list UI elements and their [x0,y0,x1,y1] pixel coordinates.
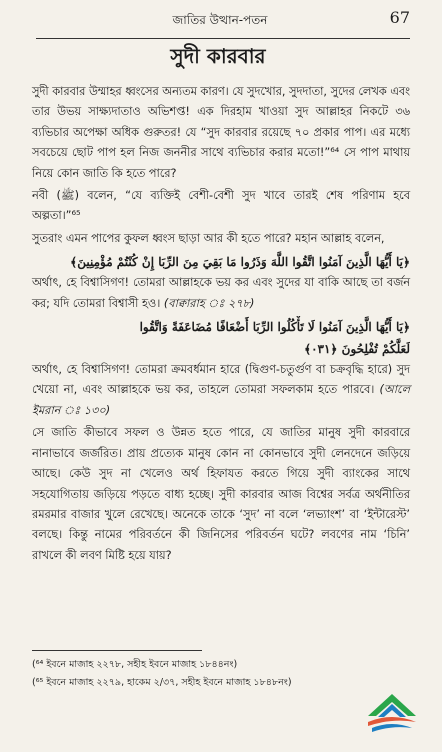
paragraph: সে জাতি কীভাবে সফল ও উন্নত হতে পারে, যে জাতির মানুষ সুদী কারবারে নানাভাবে জর্জরিত। প্রায় প্রত্যেক মানুষ কোন না কোনভাবে সুদী লেনদেনে জড়িয়ে আছে। কেউ সুদ না খেলেও অর্থ হিফাযত করতে গিয়ে সুদী ব্যাংকের সাথে সহযোগিতায় জড়িয়ে পড়তে বাধ্য হচ্ছে। সুদী কারবার আজ বিশ্বের সর্বত্র অর্থনীতির রমরমার বাজার খুলে রেখেছে। অনেকে তাকে ‘সুদ’ না বলে ‘লভ্যাংশ’ বা ‘ইন্টারেস্ট’ বলছে। কিন্তু নামের পরিবর্তনে কী জিনিসের পরিবর্তন ঘটে? লবণের নাম ‘চিনি’ রাখলে কী লবণ মিষ্টি হয়ে যায়? [32,426,410,562]
paragraph: নবী (ﷺ) বলেন, “যে ব্যক্তিই বেশী-বেশী সুদ খাবে তারই শেষ পরিণাম হবে অল্পতা।”⁶⁵ [32,189,410,223]
paragraph: সুতরাং এমন পাপের কুফল ধ্বংস ছাড়া আর কী হতে পারে? মহান আল্লাহ বলেন, [32,231,385,245]
footnotes [32,656,372,692]
quran-verse: ﴿يَا أَيُّهَا الَّذِينَ آمَنُوا لَا تَأْكُلُوا الرِّبَا أَضْعَافًا مُضَاعَفَةً وَاتَّقُوا [139,320,410,335]
quran-verse: ﴿يَا أَيُّهَا الَّذِينَ آمَنُوا اتَّقُوا اللَّهَ وَذَرُوا مَا بَقِيَ مِنَ الرِّبَا إِنْ كُنْتُمْ مُؤْمِنِينَ﴾ [70,255,410,270]
section-title: সুদী কারবার [170,44,266,68]
translation-text: অর্থাৎ, হে বিশ্বাসিগণ! তোমরা ক্রমবর্ধমান হারে (দ্বিগুণ-চতুর্গুণ বা চক্রবৃদ্ধি হারে) সুদ খেয়ো না, এবং আল্লাহকে ভয় কর, তাহলে তোমরা সফলকাম হতে পারবে। [32,363,410,397]
publisher-logo-icon [362,690,422,734]
verse-translation [32,360,410,421]
page-number: 67 [389,8,410,27]
translation-text: অর্থাৎ, হে বিশ্বাসিগণ! তোমরা আল্লাহকে ভয় কর এবং সুদের যা বাকি আছে তা বর্জন কর; যদি তোমরা বিশ্বাসী হও। [32,276,410,310]
page-header [0,8,442,36]
paragraph: সুদী কারবার উম্মাহর ধ্বংসের অন্যতম কারণ। যে সুদখোর, সুদদাতা, সুদের লেখক এবং তার উভয় সাক্ষ্যদাতাও অভিশপ্ত! এক দিরহাম খাওয়া সুদ আল্লাহর নিকটে ৩৬ ব্যভিচার অপেক্ষা অধিক গুরুতর! যে “সুদ কারবার রয়েছে ৭০ প্রকার পাপ। এর মধ্যে সবচেয়ে ছোট পাপ হল নিজ জননীর সাথে ব্যভিচার করার মতো!”⁶⁴ সে পাপ মাথায় নিয়ে কোন জাতি কি হতে পারে? [32,85,410,180]
verse-translation [32,273,410,314]
footnote-rule [32,650,202,651]
header-rule [36,38,410,39]
running-title: জাতির উত্থান-পতন [172,13,268,27]
footnote: (⁶⁴ ইবনে মাজাহ ২২৭৮, সহীহ ইবনে মাজাহ ১৮৪৪নং) [32,659,238,670]
quran-verse-continued: لَعَلَّكُمْ تُفْلِحُونَ ﴿١٣٠﴾ [304,342,410,357]
footnote: (⁶⁵ ইবনে মাজাহ ২২৭৯, হাকেম ২/৩৭, সহীহ ইবনে মাজাহ ১৮৪৮নং) [32,677,292,688]
verse-citation: (বাক্বারাহ ঃ ২৭৮) [163,296,255,310]
page-body [32,82,410,568]
verse-citation: (আলে ইমরান ঃ ১৩০) [32,383,410,417]
